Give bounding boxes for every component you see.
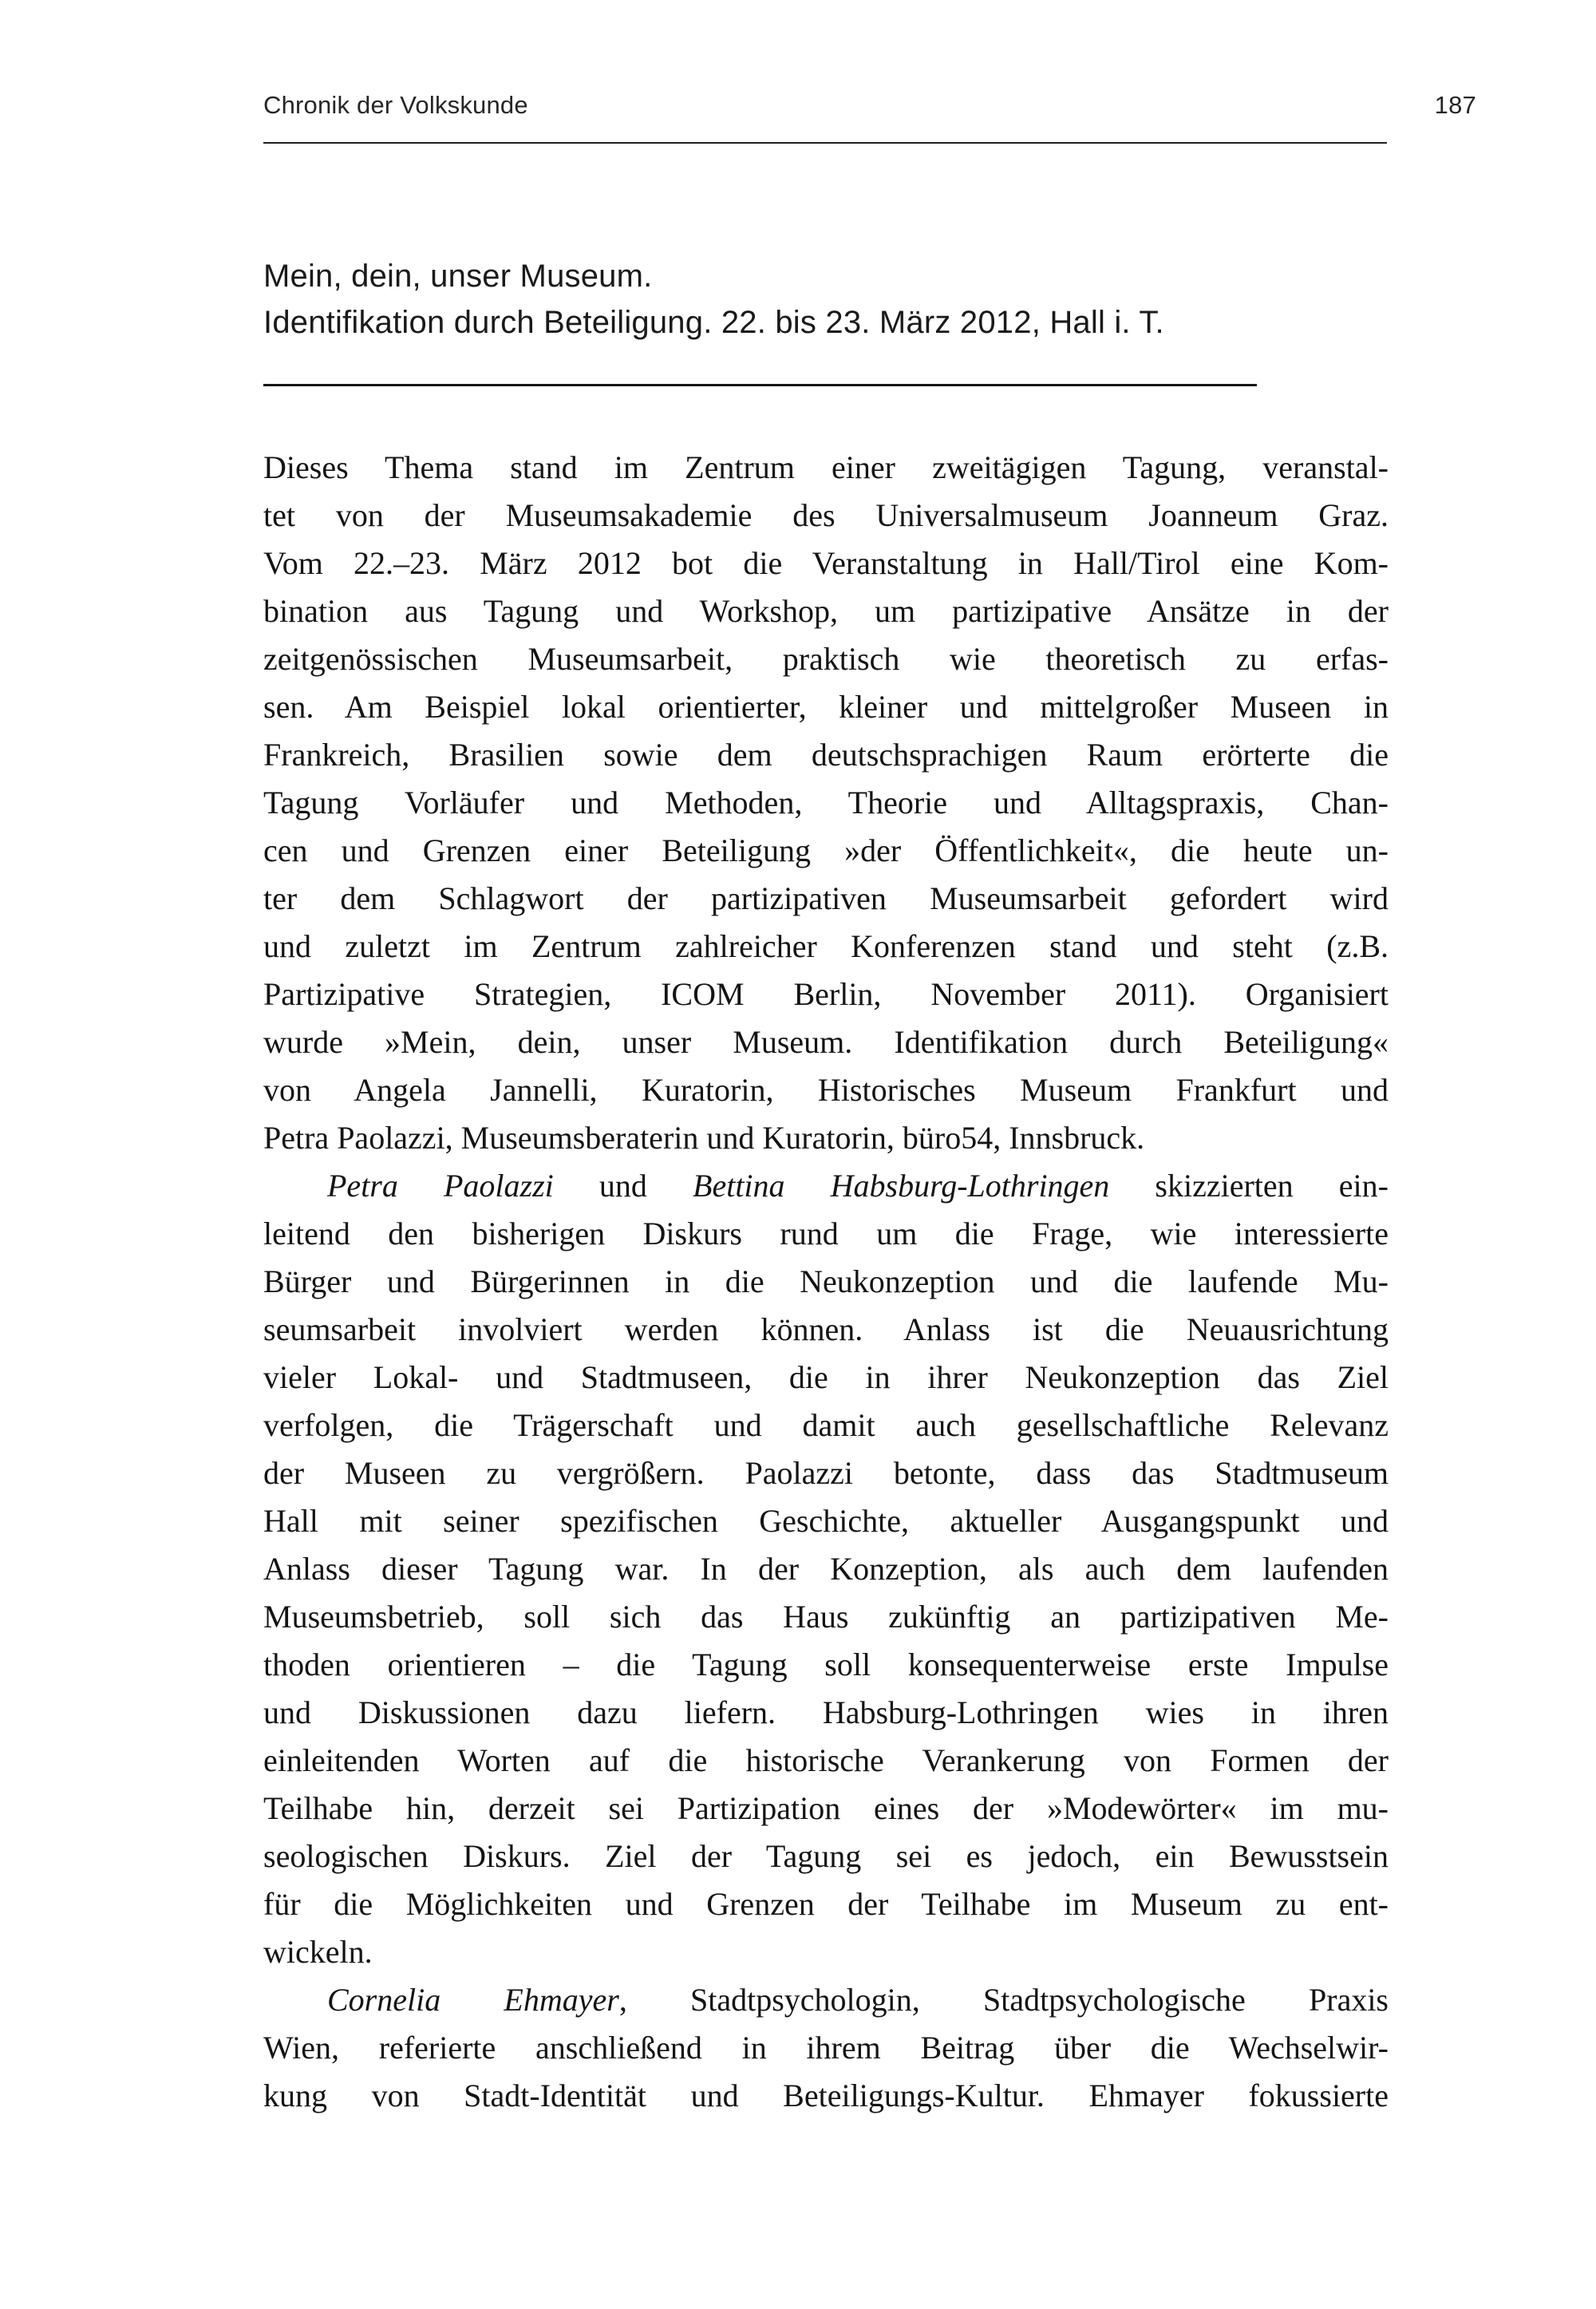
body-text-segment: seologischen Diskurs. Ziel der Tagung sei es jedoch, ein Bewusstsein: [263, 1838, 1389, 1874]
body-text-segment: Bürger und Bürgerinnen in die Neukonzeption und die laufende Mu-: [263, 1263, 1389, 1299]
person-name-italic: Petra Paolazzi: [327, 1168, 554, 1204]
page-number: 187: [1434, 91, 1476, 119]
body-text-segment: Frankreich, Brasilien sowie dem deutschsprachigen Raum erörterte die: [263, 737, 1389, 773]
body-text-segment: der Museen zu vergrößern. Paolazzi betonte, dass das Stadtmuseum: [263, 1455, 1389, 1491]
body-text-segment: vieler Lokal- und Stadtmuseen, die in ihrer Neukonzeption das Ziel: [263, 1359, 1389, 1395]
body-text-segment: cen und Grenzen einer Beteiligung »der Öffentlichkeit«, die heute un-: [263, 832, 1389, 868]
body-text-segment: tet von der Museumsakademie des Universalmuseum Joanneum Graz.: [263, 497, 1389, 533]
body-line: [263, 683, 1389, 731]
body-line: [263, 1258, 1389, 1306]
body-line: [263, 1737, 1389, 1785]
body-text-segment: , Stadtpsychologin, Stadtpsychologische Praxis: [618, 1982, 1389, 2018]
title-rule: [263, 384, 1257, 386]
body-text-segment: Petra Paolazzi, Museumsberaterin und Kuratorin, büro54, Innsbruck.: [263, 1120, 1145, 1156]
body-text-segment: Partizipative Strategien, ICOM Berlin, November 2011). Organisiert: [263, 976, 1389, 1012]
body-text-segment: wurde »Mein, dein, unser Museum. Identifikation durch Beteiligung«: [263, 1024, 1389, 1060]
body-text-segment: Tagung Vorläufer und Methoden, Theorie und Alltagspraxis, Chan-: [263, 785, 1389, 820]
body-line: [263, 1402, 1389, 1449]
person-name-italic: Bettina Habsburg-Lothringen: [693, 1168, 1110, 1204]
body-text-segment: Vom 22.–23. März 2012 bot die Veranstaltung in Hall/Tirol eine Kom-: [263, 545, 1389, 581]
body-line: [263, 1641, 1389, 1689]
body-text-segment: thoden orientieren – die Tagung soll konsequenterweise erste Impulse: [263, 1647, 1389, 1682]
body-line: [263, 875, 1389, 923]
body-line: [263, 1928, 1389, 1976]
body-line: [263, 779, 1389, 827]
body-text-segment: ter dem Schlagwort der partizipativen Museumsarbeit gefordert wird: [263, 880, 1389, 916]
body-text-segment: Dieses Thema stand im Zentrum einer zweitägigen Tagung, veranstal-: [263, 449, 1389, 485]
body-line: [263, 1114, 1389, 1162]
body-line: [263, 923, 1389, 971]
running-title: Chronik der Volkskunde: [263, 91, 528, 119]
article-title: [263, 253, 1389, 346]
body-line: [263, 731, 1389, 779]
article-title-line1: Mein, dein, unser Museum.: [263, 259, 653, 294]
body-text-segment: Wien, referierte anschließend in ihrem Beitrag über die Wechselwir-: [263, 2030, 1389, 2066]
body-text-segment: zeitgenössischen Museumsarbeit, praktisch wie theoretisch zu erfas-: [263, 641, 1389, 677]
body-line: [263, 1593, 1389, 1641]
body-text-segment: seumsarbeit involviert werden können. Anlass ist die Neuausrichtung: [263, 1311, 1389, 1347]
body-text-segment: Museumsbetrieb, soll sich das Haus zukünftig an partizipativen Me-: [263, 1599, 1389, 1635]
body-line: [263, 540, 1389, 587]
body-text-segment: leitend den bisherigen Diskurs rund um die Frage, wie interessierte: [263, 1216, 1389, 1251]
body-line: [263, 1833, 1389, 1880]
body-line: [263, 1785, 1389, 1833]
body-text-segment: kung von Stadt-Identität und Beteiligungs-Kultur. Ehmayer fokussierte: [263, 2078, 1389, 2113]
body-text-segment: sen. Am Beispiel lokal orientierter, kleiner und mittelgroßer Museen in: [263, 689, 1389, 725]
body-line: [263, 1880, 1389, 1928]
body-text-segment: und Diskussionen dazu liefern. Habsburg-Lothringen wies in ihren: [263, 1694, 1389, 1730]
header-rule: [263, 142, 1387, 144]
body-text-segment: skizzierten ein-: [1109, 1168, 1389, 1204]
body-line: [263, 1066, 1389, 1114]
body-line: [263, 1976, 1389, 2024]
body-line: [263, 1689, 1389, 1737]
body-line: [263, 492, 1389, 540]
body-line: [263, 1210, 1389, 1258]
body-line: [263, 2024, 1389, 2072]
body-line: [263, 1306, 1389, 1354]
body-text-segment: für die Möglichkeiten und Grenzen der Teilhabe im Museum zu ent-: [263, 1886, 1389, 1922]
body-line: [263, 971, 1389, 1018]
body-text: [263, 444, 1389, 2120]
body-text-segment: Anlass dieser Tagung war. In der Konzeption, als auch dem laufenden: [263, 1551, 1389, 1587]
body-text-segment: Hall mit seiner spezifischen Geschichte, aktueller Ausgangspunkt und: [263, 1503, 1389, 1539]
body-line: [263, 1018, 1389, 1066]
body-text-segment: von Angela Jannelli, Kuratorin, Historisches Museum Frankfurt und: [263, 1072, 1389, 1108]
body-text-segment: wickeln.: [263, 1934, 373, 1970]
article-title-line2: Identifikation durch Beteiligung. 22. bis 23. März 2012, Hall i. T.: [263, 305, 1164, 340]
body-text-segment: einleitenden Worten auf die historische Verankerung von Formen der: [263, 1742, 1389, 1778]
body-line: [263, 1497, 1389, 1545]
body-line: [263, 2072, 1389, 2120]
body-text-segment: verfolgen, die Trägerschaft und damit auch gesellschaftliche Relevanz: [263, 1407, 1389, 1443]
body-line: [263, 1162, 1389, 1210]
body-line: [263, 444, 1389, 492]
person-name-italic: Cornelia Ehmayer: [327, 1982, 619, 2018]
body-line: [263, 635, 1389, 683]
body-line: [263, 1449, 1389, 1497]
running-header: [263, 92, 1476, 119]
body-line: [263, 1545, 1389, 1593]
body-text-segment: und zuletzt im Zentrum zahlreicher Konferenzen stand und steht (z.B.: [263, 928, 1389, 964]
body-text-segment: Teilhabe hin, derzeit sei Partizipation eines der »Modewörter« im mu-: [263, 1790, 1389, 1826]
body-text-segment: bination aus Tagung und Workshop, um partizipative Ansätze in der: [263, 593, 1389, 629]
body-line: [263, 587, 1389, 635]
body-line: [263, 827, 1389, 875]
body-text-segment: und: [553, 1168, 693, 1204]
body-line: [263, 1354, 1389, 1402]
